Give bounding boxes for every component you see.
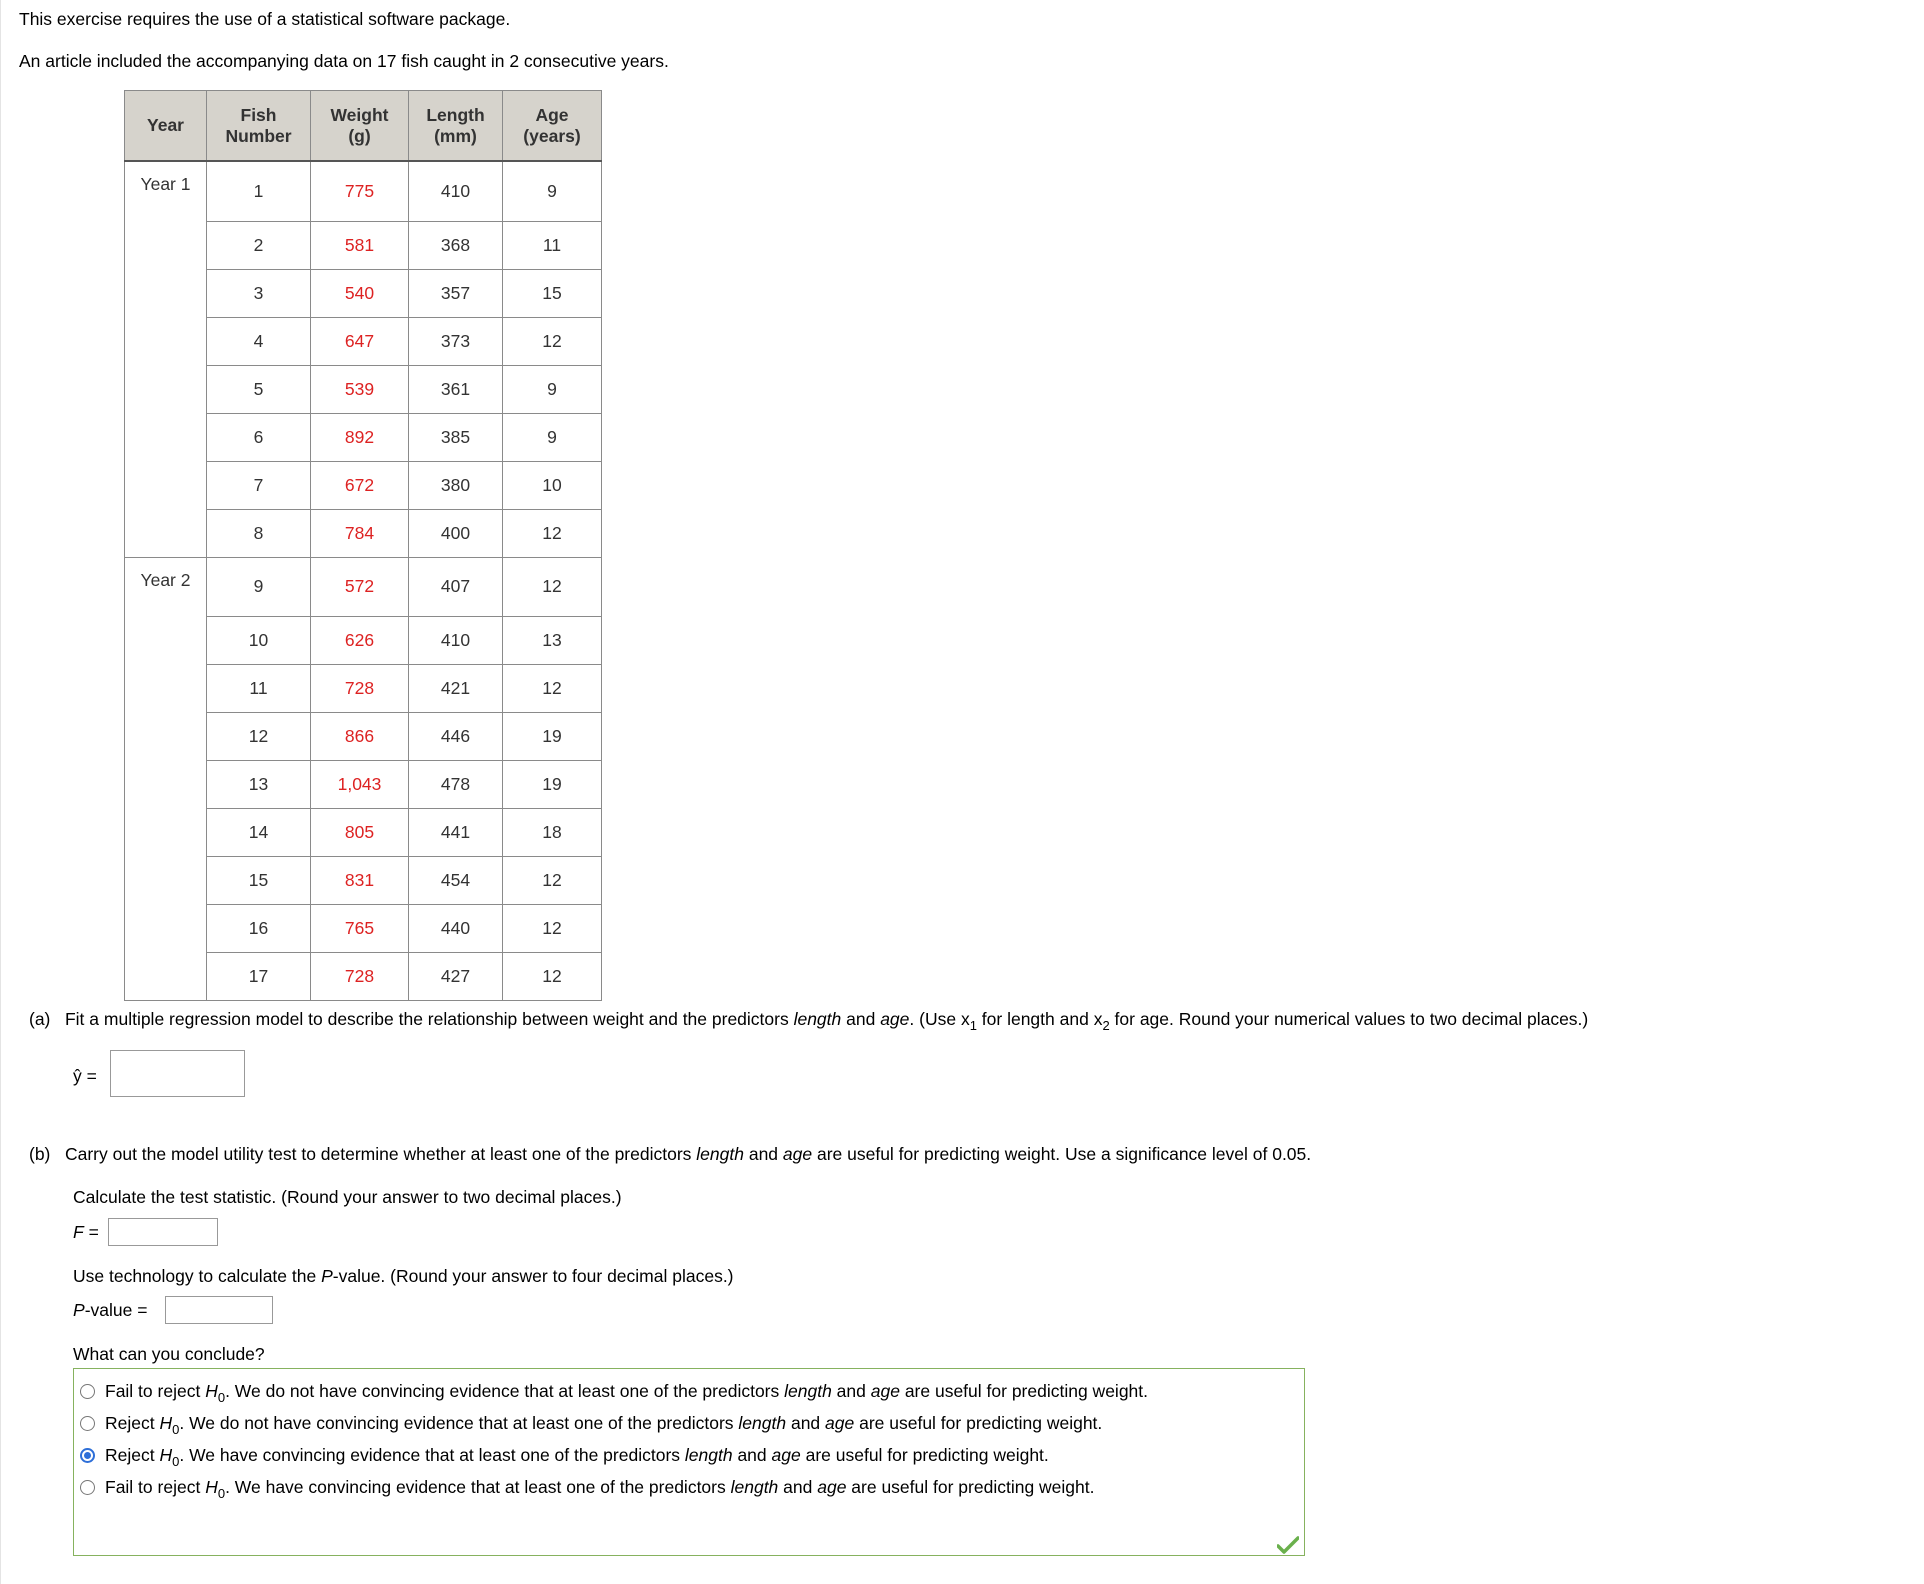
table-header-row bbox=[125, 91, 602, 162]
fish-number-cell: 6 bbox=[207, 413, 311, 461]
year-cell bbox=[125, 713, 207, 761]
year-cell bbox=[125, 413, 207, 461]
table-row bbox=[125, 857, 602, 905]
conclusion-choices bbox=[73, 1368, 1305, 1556]
year-cell bbox=[125, 365, 207, 413]
year-cell bbox=[125, 953, 207, 1001]
conclusion-option-4[interactable]: Fail to reject $H_0$. We have convincing evidence that at least one of the predictors length and age are useful for predicting weight. bbox=[80, 1477, 1095, 1498]
age-cell: 10 bbox=[503, 461, 602, 509]
weight-cell: 805 bbox=[311, 809, 409, 857]
year-label: Year 1 bbox=[125, 161, 207, 221]
length-cell: 380 bbox=[409, 461, 503, 509]
fish-number-cell: 4 bbox=[207, 317, 311, 365]
weight-cell: 647 bbox=[311, 317, 409, 365]
fish-number-cell: 16 bbox=[207, 905, 311, 953]
f-statistic-input[interactable] bbox=[108, 1218, 218, 1246]
header-year: Year bbox=[125, 91, 207, 162]
length-cell: 421 bbox=[409, 665, 503, 713]
age-cell: 12 bbox=[503, 857, 602, 905]
fish-number-cell: 12 bbox=[207, 713, 311, 761]
part-b-question: (b) Carry out the model utility test to determine whether at least one of the predictors length and age are useful for predicting weight. Use a significance level of 0.05. bbox=[29, 1144, 1312, 1164]
year-cell bbox=[125, 665, 207, 713]
length-cell: 361 bbox=[409, 365, 503, 413]
weight-cell: 831 bbox=[311, 857, 409, 905]
table-row bbox=[125, 557, 602, 617]
table-row bbox=[125, 809, 602, 857]
age-cell: 12 bbox=[503, 953, 602, 1001]
weight-cell: 540 bbox=[311, 269, 409, 317]
p-value-instruction: Use technology to calculate the P-value. (Round your answer to four decimal places.) bbox=[73, 1266, 734, 1286]
y-hat-label: ŷ = bbox=[73, 1066, 97, 1086]
table-row bbox=[125, 953, 602, 1001]
table-row bbox=[125, 713, 602, 761]
weight-cell: 728 bbox=[311, 953, 409, 1001]
checkmark-icon bbox=[1277, 1536, 1299, 1554]
conclusion-option-2[interactable]: Reject $H_0$. We do not have convincing evidence that at least one of the predictors length and age are useful for predicting weight. bbox=[80, 1413, 1102, 1434]
table-row bbox=[125, 269, 602, 317]
p-value-label: P-value = bbox=[73, 1300, 148, 1320]
weight-cell: 672 bbox=[311, 461, 409, 509]
table-row bbox=[125, 509, 602, 557]
weight-cell: 728 bbox=[311, 665, 409, 713]
radio-button-icon[interactable] bbox=[80, 1416, 95, 1431]
age-cell: 18 bbox=[503, 809, 602, 857]
weight-cell: 539 bbox=[311, 365, 409, 413]
age-cell: 12 bbox=[503, 665, 602, 713]
table-row bbox=[125, 317, 602, 365]
length-cell: 357 bbox=[409, 269, 503, 317]
weight-cell: 572 bbox=[311, 557, 409, 617]
year-cell bbox=[125, 461, 207, 509]
weight-cell: 765 bbox=[311, 905, 409, 953]
left-border bbox=[0, 0, 1, 1584]
header-age: Age (years) bbox=[503, 91, 602, 162]
fish-number-cell: 2 bbox=[207, 221, 311, 269]
year-cell bbox=[125, 617, 207, 665]
length-cell: 368 bbox=[409, 221, 503, 269]
length-cell: 440 bbox=[409, 905, 503, 953]
age-cell: 9 bbox=[503, 365, 602, 413]
fish-number-cell: 3 bbox=[207, 269, 311, 317]
fish-number-cell: 1 bbox=[207, 161, 311, 221]
header-length: Length (mm) bbox=[409, 91, 503, 162]
table-row bbox=[125, 665, 602, 713]
length-cell: 400 bbox=[409, 509, 503, 557]
year-cell bbox=[125, 905, 207, 953]
table-row bbox=[125, 905, 602, 953]
fish-number-cell: 11 bbox=[207, 665, 311, 713]
age-cell: 9 bbox=[503, 413, 602, 461]
radio-button-icon[interactable] bbox=[80, 1384, 95, 1399]
radio-button-icon[interactable] bbox=[80, 1448, 95, 1463]
fish-number-cell: 9 bbox=[207, 557, 311, 617]
year-cell bbox=[125, 809, 207, 857]
table-row bbox=[125, 617, 602, 665]
length-cell: 385 bbox=[409, 413, 503, 461]
age-cell: 19 bbox=[503, 713, 602, 761]
length-cell: 441 bbox=[409, 809, 503, 857]
length-cell: 410 bbox=[409, 617, 503, 665]
length-cell: 410 bbox=[409, 161, 503, 221]
part-b-label: (b) bbox=[29, 1144, 51, 1164]
fish-number-cell: 13 bbox=[207, 761, 311, 809]
age-cell: 19 bbox=[503, 761, 602, 809]
year-cell bbox=[125, 761, 207, 809]
table-row bbox=[125, 461, 602, 509]
year-label: Year 2 bbox=[125, 557, 207, 617]
year-cell bbox=[125, 269, 207, 317]
age-cell: 11 bbox=[503, 221, 602, 269]
year-cell bbox=[125, 857, 207, 905]
year-cell bbox=[125, 221, 207, 269]
header-fish-number: Fish Number bbox=[207, 91, 311, 162]
fish-number-cell: 5 bbox=[207, 365, 311, 413]
conclusion-option-1[interactable]: Fail to reject $H_0$. We do not have convincing evidence that at least one of the predictors length and age are useful for predicting weight. bbox=[80, 1381, 1148, 1402]
fish-data-table bbox=[124, 90, 602, 1001]
age-cell: 12 bbox=[503, 905, 602, 953]
weight-cell: 866 bbox=[311, 713, 409, 761]
length-cell: 373 bbox=[409, 317, 503, 365]
fish-number-cell: 7 bbox=[207, 461, 311, 509]
weight-cell: 1,043 bbox=[311, 761, 409, 809]
radio-button-icon[interactable] bbox=[80, 1480, 95, 1495]
table-row bbox=[125, 221, 602, 269]
age-cell: 9 bbox=[503, 161, 602, 221]
f-label: F = bbox=[73, 1222, 99, 1242]
length-cell: 427 bbox=[409, 953, 503, 1001]
fish-number-cell: 14 bbox=[207, 809, 311, 857]
part-a-label: (a) bbox=[29, 1009, 51, 1029]
weight-cell: 775 bbox=[311, 161, 409, 221]
table-row bbox=[125, 161, 602, 221]
intro-line-1: This exercise requires the use of a statistical software package. bbox=[19, 9, 511, 29]
fish-number-cell: 17 bbox=[207, 953, 311, 1001]
table-row bbox=[125, 761, 602, 809]
year-cell bbox=[125, 509, 207, 557]
age-cell: 15 bbox=[503, 269, 602, 317]
p-value-input[interactable] bbox=[165, 1296, 273, 1324]
year-cell bbox=[125, 317, 207, 365]
age-cell: 12 bbox=[503, 557, 602, 617]
fish-number-cell: 15 bbox=[207, 857, 311, 905]
age-cell: 13 bbox=[503, 617, 602, 665]
calc-instruction: Calculate the test statistic. (Round your answer to two decimal places.) bbox=[73, 1187, 622, 1207]
length-cell: 407 bbox=[409, 557, 503, 617]
intro-line-2: An article included the accompanying data on 17 fish caught in 2 consecutive years. bbox=[19, 51, 669, 71]
weight-cell: 784 bbox=[311, 509, 409, 557]
conclusion-option-3[interactable]: Reject $H_0$. We have convincing evidence that at least one of the predictors length and age are useful for predicting weight. bbox=[80, 1445, 1049, 1466]
fish-number-cell: 8 bbox=[207, 509, 311, 557]
age-cell: 12 bbox=[503, 317, 602, 365]
regression-answer-input[interactable] bbox=[110, 1050, 245, 1097]
weight-cell: 626 bbox=[311, 617, 409, 665]
part-a-question: (a) Fit a multiple regression model to describe the relationship between weight and the predictors length and age. (Use $x_1$ for length and $x_2$ for age. Round your numerical values to two decimal places.) bbox=[29, 1009, 1589, 1033]
age-cell: 12 bbox=[503, 509, 602, 557]
length-cell: 478 bbox=[409, 761, 503, 809]
weight-cell: 581 bbox=[311, 221, 409, 269]
conclude-question: What can you conclude? bbox=[73, 1344, 265, 1364]
length-cell: 454 bbox=[409, 857, 503, 905]
length-cell: 446 bbox=[409, 713, 503, 761]
weight-cell: 892 bbox=[311, 413, 409, 461]
table-row bbox=[125, 365, 602, 413]
fish-number-cell: 10 bbox=[207, 617, 311, 665]
table-row bbox=[125, 413, 602, 461]
header-weight: Weight (g) bbox=[311, 91, 409, 162]
